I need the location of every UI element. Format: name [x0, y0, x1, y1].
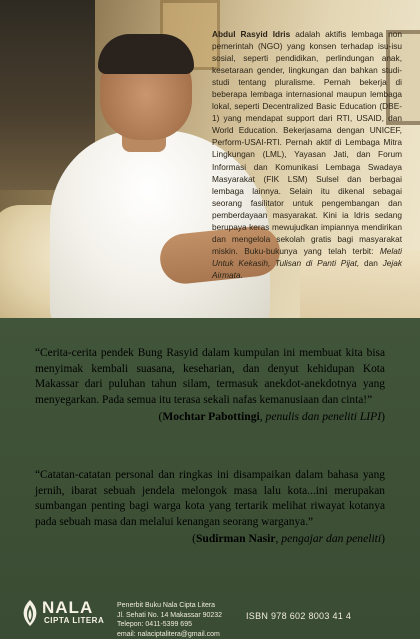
publisher-info — [117, 601, 222, 639]
quote-2-text: “Catatan-catatan personal dan ringkas ini disampaikan dalam bahasa yang jernih, ibarat sebuah jendela melongok masa lalu kota...ini merupakan sumbangan penting bagi warga kota yang tertarik melihat riwayat kotanya pada sebuah masa dan melalui kenangan seorang warganya.” — [35, 469, 385, 528]
publisher-name: Penerbit Buku Nala Cipta Litera — [117, 602, 216, 609]
logo-subtitle: CIPTA LITERA — [44, 616, 105, 625]
quote-2-attribution: (Sudirman Nasir, pengajar dan peneliti) — [192, 532, 385, 546]
quote-1-attribution: (Mochtar Pabottingi, penulis dan peneliti LIPI) — [158, 410, 385, 424]
isbn-number: ISBN 978 602 8003 41 4 — [246, 611, 352, 621]
quote-1-role: penulis dan peneliti LIPI — [265, 410, 382, 424]
endorsement-quote-1 — [35, 346, 385, 425]
author-name: Abdul Rasyid Idris — [212, 29, 291, 39]
endorsement-quote-2 — [35, 468, 385, 547]
publisher-logo — [18, 599, 106, 629]
leaf-flame-icon — [18, 599, 42, 627]
author-photo — [0, 0, 420, 318]
quote-2-author: Sudirman Nasir — [195, 532, 276, 546]
publisher-address: Jl. Sehati No. 14 Makassar 90232 — [117, 611, 223, 619]
author-bio — [212, 28, 402, 281]
publisher-phone: Telepon: 0411-5399 695 — [117, 621, 192, 629]
bio-and: dan — [359, 257, 383, 268]
quote-2-role: pengajar dan peneliti — [281, 532, 382, 546]
quote-1-author: Mochtar Pabottingi — [162, 410, 260, 424]
bio-text-1: adalah aktifis lembaga non pemerintah (NGO) yang konsen terhadap isu-isu sosial, seperti pendidikan, perlindungan anak, kesetaraan gender, lingkungan dan bahkan studi-studi tentang pluralisme. Pernah bekerja di beberapa lembaga internasional maupun lembaga lokal, seperti Decentralized Basic Education (DBE-1) yang mendapat support dari RTI, USAID, dan World Education. Bekerjasama dengan UNICEF, Perform-USAI-RTI. Pernah aktif di Lembaga Mitra Lingkungan (LML), Yayasan Jati, dan Forum Informasi dan Komunikasi Lembaga Swadaya Masyarakat (FIK LSM) Sulsel dan berbagai lembaga lainnya. Selain itu dikenal sebagai seorang fasilitator untuk pengembangan dan pemberdayaan masyarakat. — [212, 29, 403, 220]
bio-book-last: Jejak Airmata. — [212, 257, 402, 280]
bio-books: Melati Untuk Kekasih, Tulisan di Panti Pijat, — [212, 245, 402, 268]
bio-text-2: Kini ia Idris sedang berupaya keras mewujudkan impiannya mendirikan dan mengelola sekolah gratis bagi masyarakat miskin. Buku-bukunya yang telah terbit: — [212, 209, 402, 256]
quote-1-text: “Cerita-cerita pendek Bung Rasyid dalam kumpulan ini membuat kita bisa menyimak kembali suasana, keseharian, dan denyut kehidupan Kota Makassar dari puluhan tahun silam, termasuk anekdot-anekdotnya yang menyegarkan. Pada semua itu terasa sekali nafas kemanusiaan dan cinta!” — [35, 347, 385, 406]
publisher-email: email: nalaciptalitera@gmail.com — [117, 630, 220, 638]
logo-brand: NALA — [42, 598, 94, 617]
author-hair — [98, 34, 194, 74]
